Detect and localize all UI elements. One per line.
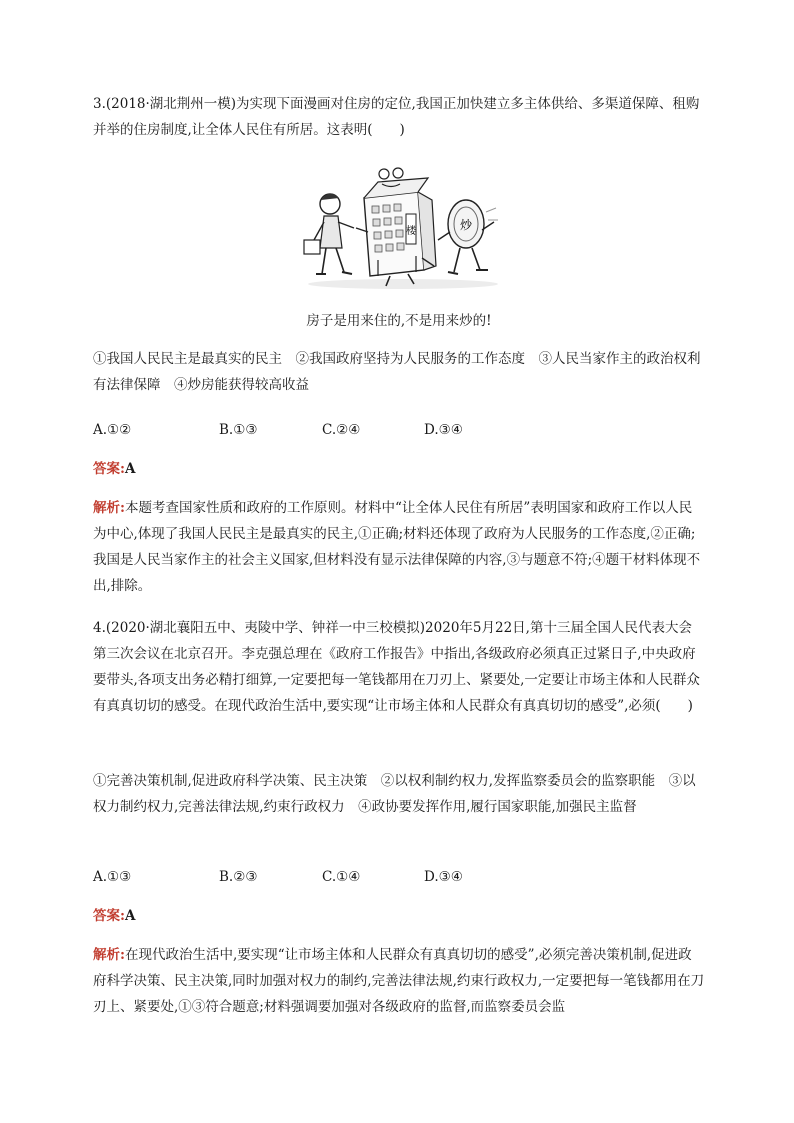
choice-c[interactable]: C.①④	[322, 869, 361, 885]
answer-value: A	[124, 461, 136, 477]
coin-label: 炒	[459, 218, 473, 232]
analysis-label: 解析:	[93, 500, 125, 516]
analysis-text: 本题考查国家性质和政府的工作原则。材料中“让全体人民住有所居”表明国家和政府工作以人民为中心,体现了我国人民民主是最真实的民主,①正确;材料还体现了政府为人民服务的工作态度,②正确;我国是人民当家作主的社会主义国家,但材料没有显示法律保障的内容,③与题意不符;④题干材料体现不出,排除。	[93, 500, 701, 594]
choice-b[interactable]: B.②③	[219, 869, 258, 885]
question-3-options: ①我国人民民主是最真实的民主 ②我国政府坚持为人民服务的工作态度 ③人民当家作主的政治权利有法律保障 ④炒房能获得较高收益	[93, 351, 701, 393]
choice-a[interactable]: A.①③	[93, 869, 132, 885]
answer-value: A	[124, 908, 136, 924]
choice-a[interactable]: A.①②	[93, 422, 132, 438]
choice-c[interactable]: C.②④	[322, 422, 361, 438]
question-3-answer	[93, 456, 135, 482]
question-4-analysis	[93, 942, 705, 1020]
question-4-answer	[93, 903, 135, 929]
choice-d[interactable]: D.③④	[424, 422, 463, 438]
analysis-text: 在现代政治生活中,要实现“让市场主体和人民群众有真真切切的感受”,必须完善决策机制,促进政府科学决策、民主决策,同时加强对权力的制约,完善法律法规,约束行政权力,一定要把每一笔钱都用在刀刃上、紧要处,①③符合题意;材料强调要加强对各级政府的监督,而监察委员会监	[93, 947, 705, 1015]
answer-label: 答案:	[93, 908, 125, 924]
question-3-stem: 3.(2018·湖北荆州一模)为实现下面漫画对住房的定位,我国正加快建立多主体供给、多渠道保障、租购并举的住房制度,让全体人民住有所居。这表明( )	[93, 96, 700, 138]
choice-d[interactable]: D.③④	[424, 869, 463, 885]
answer-label: 答案:	[93, 461, 125, 477]
question-3-analysis	[93, 495, 705, 599]
choice-b[interactable]: B.①③	[219, 422, 258, 438]
question-4-options: ①完善决策机制,促进政府科学决策、民主决策 ②以权利制约权力,发挥监察委员会的监察职能 ③以权力制约权力,完善法律法规,约束行政权力 ④政协要发挥作用,履行国家职能,加强民主监督	[93, 773, 696, 815]
house-cartoon-illustration	[298, 162, 508, 292]
analysis-label: 解析:	[93, 947, 125, 963]
cartoon-caption: 房子是用来住的,不是用来炒的!	[306, 313, 492, 329]
building-sign: 楼	[406, 226, 416, 237]
question-4-stem: 4.(2020·湖北襄阳五中、夷陵中学、钟祥一中三校模拟)2020年5月22日,第十三届全国人民代表大会第三次会议在北京召开。李克强总理在《政府工作报告》中指出,各级政府必须真正过紧日子,中央政府要带头,各项支出务必精打细算,一定要把每一笔钱都用在刀刃上、紧要处,一定要让市场主体和人民群众有真真切切的感受。在现代政治生活中,要实现“让市场主体和人民群众有真真切切的感受”,必须( )	[93, 620, 700, 714]
